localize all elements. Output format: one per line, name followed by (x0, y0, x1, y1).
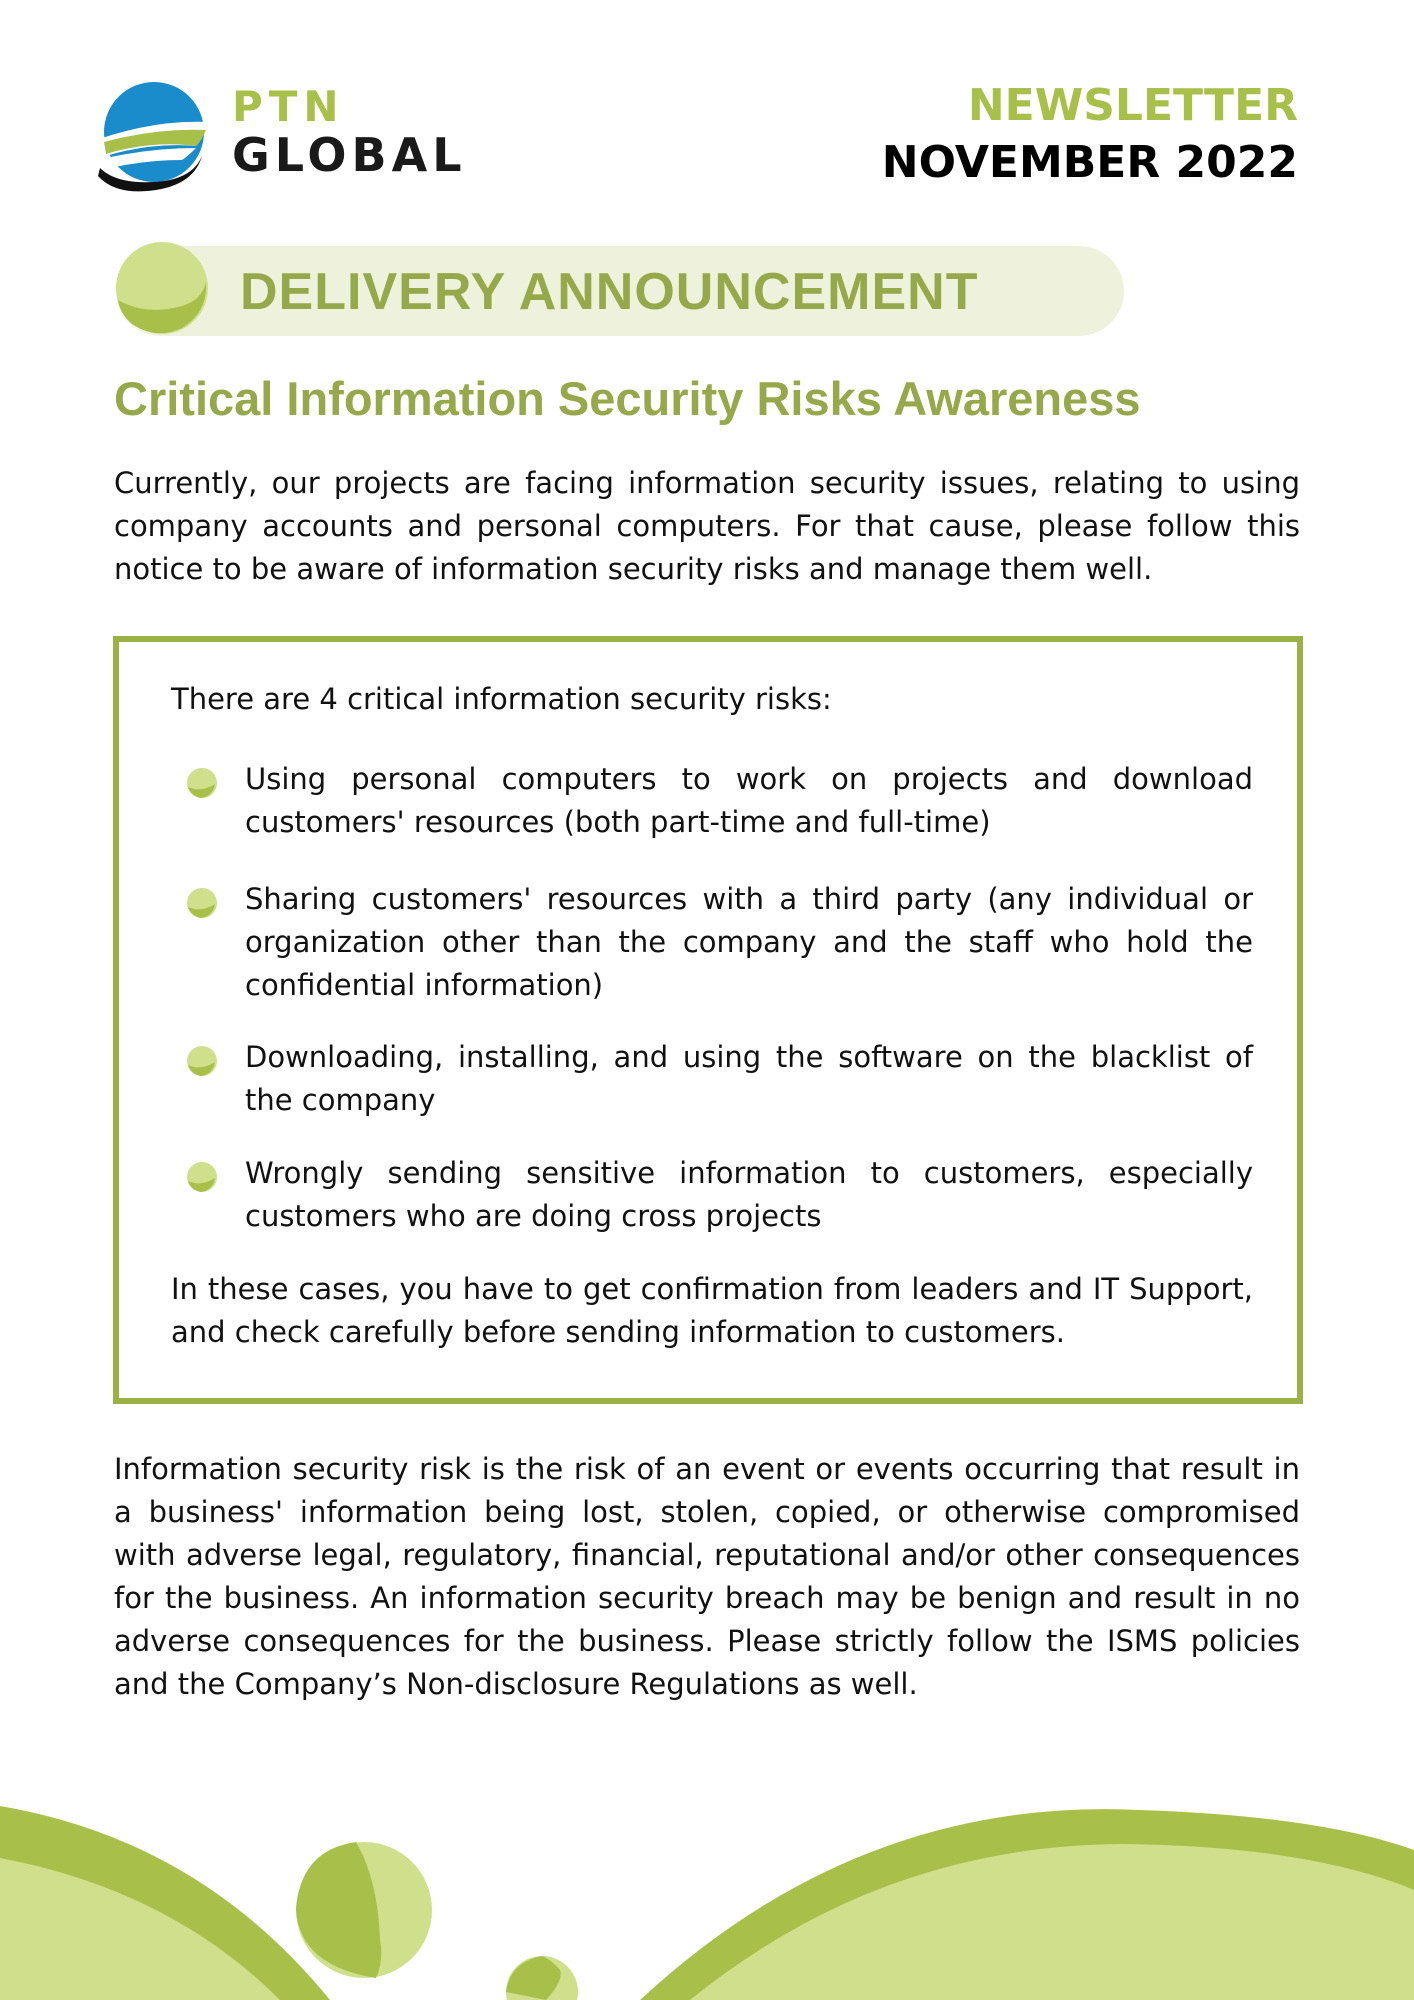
logo-wordmark (232, 82, 467, 182)
newsletter-date: NOVEMBER 2022 (881, 137, 1298, 188)
bullet-icon (185, 1160, 219, 1194)
newsletter-header (882, 78, 1298, 192)
bullet-icon (185, 1044, 219, 1078)
risk-text: Sharing customers' resources with a third party (any individual or organization other than the company and the staff who hold the confidential information) (245, 882, 1253, 1002)
risk-text: Downloading, installing, and using the software on the blacklist of the company (245, 1040, 1253, 1117)
list-item (245, 1036, 1253, 1122)
risk-text: Wrongly sending sensitive information to customers, especially customers who are doing cross projects (245, 1156, 1253, 1233)
intro-paragraph: Currently, our projects are facing information security issues, relating to using company accounts and personal computers. For that cause, please follow this notice to be aware of information security risks and manage them well. (114, 466, 1300, 586)
bullet-icon (185, 886, 219, 920)
list-item (245, 878, 1253, 1007)
globe-logo-icon (96, 76, 226, 196)
newsletter-label: NEWSLETTER (967, 80, 1298, 131)
list-item (245, 1152, 1253, 1238)
banner-circle-icon (116, 242, 208, 334)
footer-decoration (0, 1780, 1414, 2000)
risk-text: Using personal computers to work on projects and download customers' resources (both part-time and full-time) (245, 762, 1253, 839)
risks-box (113, 636, 1303, 1404)
banner-title: DELIVERY ANNOUNCEMENT (240, 263, 979, 321)
risks-intro: There are 4 critical information security risks: (171, 682, 832, 716)
logo-text-ptn: PTN (232, 82, 345, 131)
article-title: Critical Information Security Risks Awareness (114, 372, 1141, 425)
risks-outro: In these cases, you have to get confirmation from leaders and IT Support, and check carefully before sending information to customers. (171, 1272, 1253, 1349)
list-item (245, 758, 1253, 844)
closing-paragraph: Information security risk is the risk of an event or events occurring that result in a business' information being lost, stolen, copied, or otherwise compromised with adverse legal, regulatory, financial, reputational and/or other consequences for the business. An information security breach may be benign and result in no adverse consequences for the business. Please strictly follow the ISMS policies and the Company’s Non-disclosure Regulations as well. (114, 1452, 1300, 1701)
bullet-icon (185, 766, 219, 800)
logo-text-global: GLOBAL (232, 128, 467, 182)
